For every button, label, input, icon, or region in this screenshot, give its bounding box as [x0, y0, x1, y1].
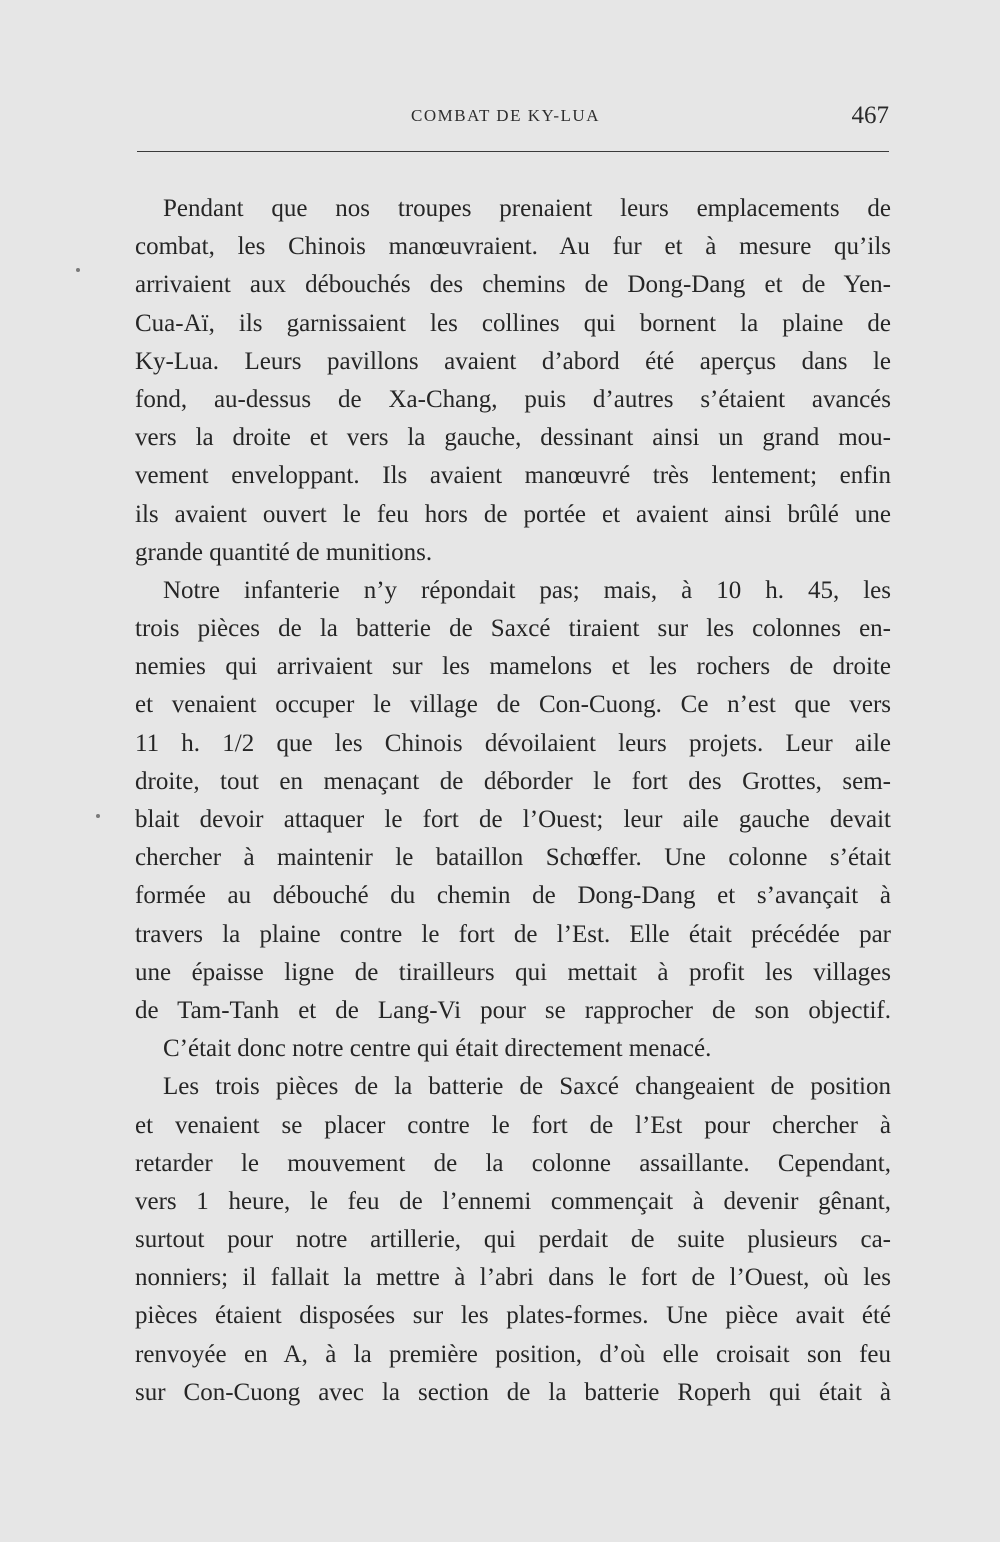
text-line: combat, les Chinois manœuvraient. Au fur et à mesure qu’ils	[135, 233, 891, 261]
text-line: grande quantité de munitions.	[135, 538, 433, 566]
text-line: trois pièces de la batterie de Saxcé tiraient sur les colonnes en-	[135, 615, 891, 643]
paper-speck	[96, 814, 100, 818]
text-line: C’était donc notre centre qui était directement menacé.	[163, 1035, 712, 1063]
text-line: retarder le mouvement de la colonne assaillante. Cependant,	[135, 1149, 891, 1177]
text-line: et venaient occuper le village de Con-Cuong. Ce n’est que vers	[135, 691, 891, 719]
text-line: vers la droite et vers la gauche, dessinant ainsi un grand mou-	[135, 424, 891, 452]
body-text	[135, 190, 891, 1412]
text-line: ils avaient ouvert le feu hors de portée et avaient ainsi brûlé une	[135, 500, 891, 528]
text-line: Notre infanterie n’y répondait pas; mais, à 10 h. 45, les	[163, 576, 891, 604]
text-line: pièces étaient disposées sur les plates-formes. Une pièce avait été	[135, 1302, 891, 1330]
paper-speck	[76, 268, 80, 272]
text-line: Cua-Aï, ils garnissaient les collines qui bornent la plaine de	[135, 309, 891, 337]
text-line: surtout pour notre artillerie, qui perdait de suite plusieurs ca-	[135, 1226, 891, 1254]
text-line: nonniers; il fallait la mettre à l’abri dans le fort de l’Ouest, où les	[135, 1264, 891, 1292]
text-line: formée au débouché du chemin de Dong-Dang et s’avançait à	[135, 882, 891, 910]
header-rule	[137, 151, 889, 152]
page-header	[137, 102, 889, 132]
text-line: vers 1 heure, le feu de l’ennemi commençait à devenir gênant,	[135, 1187, 891, 1215]
text-line: fond, au-dessus de Xa-Chang, puis d’autres s’étaient avancés	[135, 385, 891, 413]
text-line: renvoyée en A, à la première position, d’où elle croisait son feu	[135, 1340, 891, 1368]
page-number: 467	[851, 102, 889, 129]
text-line: et venaient se placer contre le fort de l’Est pour chercher à	[135, 1111, 891, 1139]
text-line: droite, tout en menaçant de déborder le fort des Grottes, sem-	[135, 767, 891, 795]
text-line: Ky-Lua. Leurs pavillons avaient d’abord été aperçus dans le	[135, 347, 891, 375]
text-line: chercher à maintenir le bataillon Schœffer. Une colonne s’était	[135, 844, 891, 872]
text-line: une épaisse ligne de tirailleurs qui mettait à profit les villages	[135, 958, 891, 986]
running-title: COMBAT DE KY-LUA	[411, 106, 600, 125]
text-line: arrivaient aux débouchés des chemins de Dong-Dang et de Yen-	[135, 271, 891, 299]
text-line: blait devoir attaquer le fort de l’Ouest; leur aile gauche devait	[135, 806, 891, 833]
text-line: sur Con-Cuong avec la section de la batterie Roperh qui était à	[135, 1378, 891, 1406]
text-line: de Tam-Tanh et de Lang-Vi pour se rapprocher de son objectif.	[135, 996, 891, 1024]
text-line: vement enveloppant. Ils avaient manœuvré très lentement; enfin	[135, 462, 891, 490]
text-line: Les trois pièces de la batterie de Saxcé changeaient de position	[163, 1073, 891, 1101]
text-line: travers la plaine contre le fort de l’Est. Elle était précédée par	[135, 920, 891, 948]
text-line: nemies qui arrivaient sur les mamelons et les rochers de droite	[135, 653, 891, 681]
text-line: Pendant que nos troupes prenaient leurs emplacements de	[163, 195, 891, 222]
text-line: 11 h. 1/2 que les Chinois dévoilaient leurs projets. Leur aile	[135, 729, 891, 757]
